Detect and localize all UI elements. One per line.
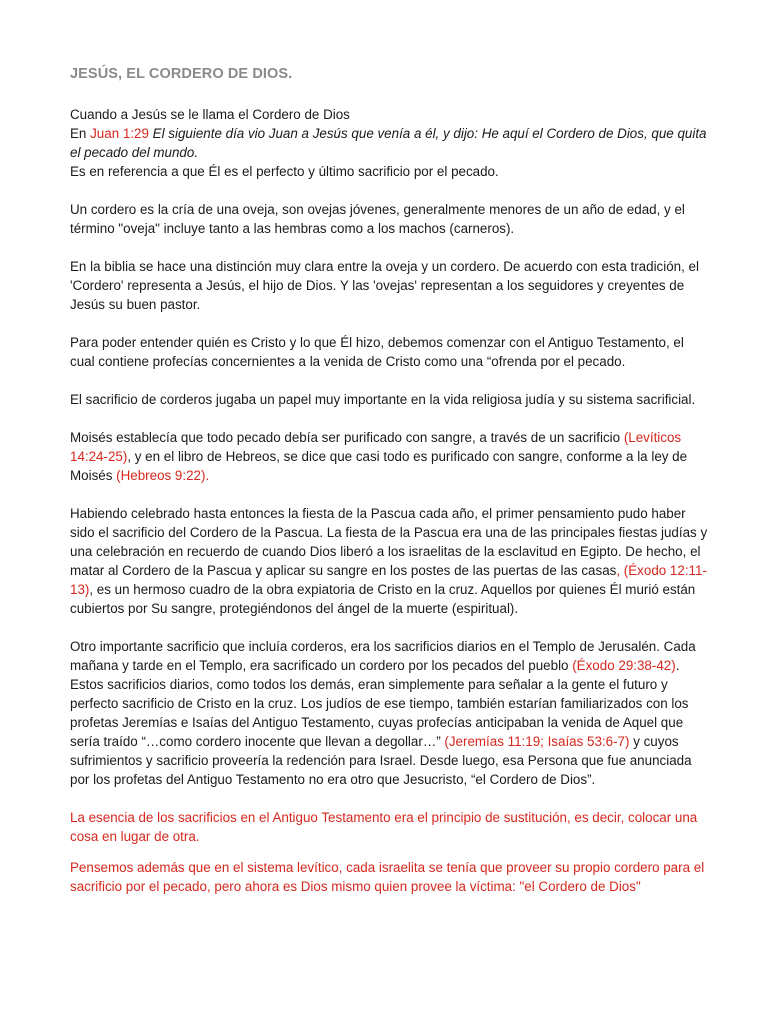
paragraph-moises <box>70 428 710 485</box>
document-title: JESÚS, EL CORDERO DE DIOS. <box>70 66 293 82</box>
pascua-text-1: Habiendo celebrado hasta entonces la fiesta de la Pascua cada año, el primer pensamiento pudo haber sido el sacrificio del Cordero de la Pascua. La fiesta de la Pascua era una de las principales fiestas judías y una celebración en recuerdo de cuando Dios liberó a los israelitas de la esclavitud en Egipto. De hecho, el matar al Cordero de la Pascua y aplicar su sangre en los postes de las puertas de las casas <box>70 506 708 578</box>
templo-text-2: . Estos sacrificios diarios, como todos los demás, eran simplemente para señalar a la gente el futuro y perfecto sacrificio de Cristo en la cruz. Los judíos de ese tiempo, también estarían familiarizados con los profetas Jeremías e Isaías del Antiguo Testamento, cuyas profecías anticipaban la venida de Aquel que sería traído “…como cordero inocente que llevan a degollar…” <box>70 658 689 749</box>
moises-text-1: Moisés establecía que todo pecado debía ser purificado con sangre, a través de un sacrificio <box>70 430 624 445</box>
paragraph-pascua <box>70 504 710 618</box>
pascua-text-2: , es un hermoso cuadro de la obra expiatoria de Cristo en la cruz. Aquellos por quienes Él murió están cubiertos por Su sangre, protegiéndonos del ángel de la muerte (espiritual). <box>70 582 696 616</box>
templo-text-3: y cuyos sufrimientos y sacrificio proveería la redención para Israel. Desde luego, esa Persona que fue anunciada por los profetas del Antiguo Testamento no era otro que Jesucristo, “el Cordero de Dios”. <box>70 734 692 787</box>
intro-prefix: En <box>70 126 91 141</box>
moises-text-2: , y en el libro de Hebreos, se dice que casi todo es purificado con sangre, conforme a la ley de Moisés <box>70 449 688 483</box>
paragraph-cordero: Un cordero es la cría de una oveja, son ovejas jóvenes, generalmente menores de un año de edad, y el término "oveja" incluye tanto a las hembras como a los machos (carneros). <box>70 202 685 236</box>
paragraph-distincion: En la biblia se hace una distinción muy clara entre la oveja y un cordero. De acuerdo con esta tradición, el 'Cordero' representa a Jesús, el hijo de Dios. Y las 'ovejas' representan a los seguidores y creyentes de Jesús su buen pastor. <box>70 259 699 312</box>
moises-text-3: . <box>205 468 210 483</box>
paragraph-sacrificio: El sacrificio de corderos jugaba un papel muy importante en la vida religiosa judía y su sistema sacrificial. <box>70 392 696 407</box>
reference-jeremias-isaias: (Jeremías 11:19; Isaías 53:6-7) <box>444 734 630 749</box>
intro-line: Cuando a Jesús se le llama el Cordero de Dios <box>70 107 350 122</box>
reference-hebreos: (Hebreos 9:22) <box>116 468 206 483</box>
reference-juan: Juan 1:29 <box>90 126 149 141</box>
reference-exodo-29: (Éxodo 29:38-42) <box>572 658 676 673</box>
intro-explanation: Es en referencia a que Él es el perfecto y último sacrificio por el pecado. <box>70 164 499 179</box>
templo-text-1: Otro importante sacrificio que incluía corderos, era los sacrificios diarios en el Templo de Jerusalén. Cada mañana y tarde en el Templo, era sacrificado un cordero por los pecados del pueblo <box>70 639 696 673</box>
paragraph-sustitucion: La esencia de los sacrificios en el Antiguo Testamento era el principio de sustitución, es decir, colocar una cosa en lugar de otra. <box>70 810 698 844</box>
reference-exodo-12: , (Éxodo 12:11-13) <box>70 563 707 597</box>
paragraph-intro <box>70 105 710 181</box>
document-page <box>70 66 710 908</box>
paragraph-sistema-levitico: Pensemos además que en el sistema levítico, cada israelita se tenía que proveer su propio cordero para el sacrificio por el pecado, pero ahora es Dios mismo quien provee la víctima: "el Cordero de Dios" <box>70 860 705 894</box>
reference-levitico: (Levíticos 14:24-25) <box>70 430 682 464</box>
paragraph-antiguo-testamento: Para poder entender quién es Cristo y lo que Él hizo, debemos comenzar con el Antiguo Testamento, el cual contiene profecías concernientes a la venida de Cristo como una “ofrenda por el pecado. <box>70 335 684 369</box>
scripture-quote: El siguiente día vio Juan a Jesús que venía a él, y dijo: He aquí el Cordero de Dios, que quita el pecado del mundo. <box>70 126 707 160</box>
paragraph-templo <box>70 637 710 789</box>
